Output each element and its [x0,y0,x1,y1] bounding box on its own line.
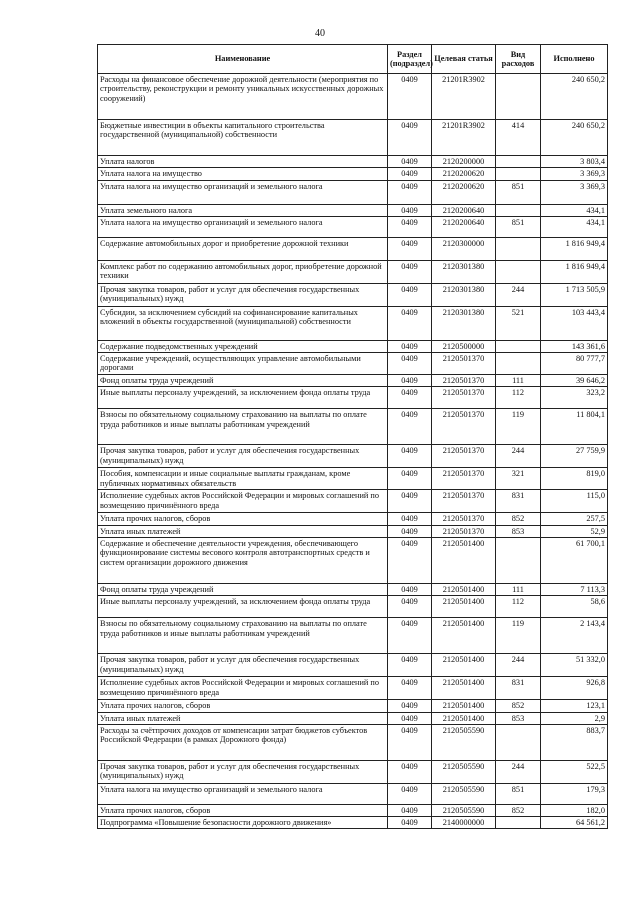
cell-name: Уплата налогов [98,156,388,168]
cell-section: 0409 [388,677,432,700]
cell-target: 2120501370 [432,525,496,537]
cell-target: 2120200620 [432,168,496,180]
cell-section: 0409 [388,306,432,340]
cell-name: Прочая закупка товаров, работ и услуг для обеспечения государственных (муниципальных) нужд [98,283,388,306]
cell-section: 0409 [388,180,432,204]
cell-target: 2120200620 [432,180,496,204]
table-row [98,654,608,677]
cell-name: Фонд оплаты труда учреждений [98,375,388,387]
table-row [98,409,608,445]
cell-type: 851 [496,180,541,204]
cell-type: 852 [496,700,541,712]
cell-section: 0409 [388,204,432,216]
cell-name: Бюджетные инвестиции в объекты капитального строительства государственной (муниципальной) собственности [98,120,388,156]
cell-type: 111 [496,375,541,387]
cell-type [496,156,541,168]
table-row [98,260,608,283]
cell-target: 2120501370 [432,445,496,468]
cell-section: 0409 [388,804,432,816]
cell-type [496,537,541,583]
cell-executed: 2,9 [541,712,608,724]
cell-section: 0409 [388,409,432,445]
cell-type: 321 [496,468,541,490]
table-body [98,74,608,829]
cell-section: 0409 [388,340,432,352]
cell-name: Взносы по обязательному социальному страхованию на выплаты по оплате труда работников и иные выплаты работникам учреждений [98,409,388,445]
table-row [98,596,608,618]
cell-target: 2120505590 [432,804,496,816]
cell-type: 244 [496,654,541,677]
cell-section: 0409 [388,817,432,829]
cell-executed: 1 816 949,4 [541,237,608,260]
table-row [98,156,608,168]
table-row [98,700,608,712]
cell-executed: 51 332,0 [541,654,608,677]
cell-target: 2120200640 [432,216,496,237]
cell-target: 2120501400 [432,618,496,654]
cell-target: 2120500000 [432,340,496,352]
cell-executed: 11 804,1 [541,409,608,445]
cell-name: Уплата налога на имущество [98,168,388,180]
table-row [98,468,608,490]
cell-type: 119 [496,409,541,445]
table-row [98,760,608,783]
cell-target: 2120501400 [432,700,496,712]
expenditure-table [97,44,608,829]
cell-name: Уплата иных платежей [98,712,388,724]
cell-section: 0409 [388,156,432,168]
cell-name: Расходы за счётпрочих доходов от компенсации затрат бюджетов субъектов Российской Федерации (в рамках Дорожного фонда) [98,724,388,760]
cell-section: 0409 [388,490,432,513]
cell-name: Прочая закупка товаров, работ и услуг для обеспечения государственных (муниципальных) нужд [98,760,388,783]
table-header [98,45,608,74]
cell-name: Иные выплаты персоналу учреждений, за исключением фонда оплаты труда [98,387,388,409]
cell-executed: 1 816 949,4 [541,260,608,283]
cell-name: Уплата иных платежей [98,525,388,537]
table-row [98,387,608,409]
header-executed: Исполнено [541,45,608,74]
cell-name: Уплата прочих налогов, сборов [98,804,388,816]
cell-type: 521 [496,306,541,340]
cell-target: 2140000000 [432,817,496,829]
cell-target: 2120501370 [432,468,496,490]
cell-section: 0409 [388,760,432,783]
cell-type [496,168,541,180]
cell-executed: 323,2 [541,387,608,409]
cell-target: 2120505590 [432,724,496,760]
cell-section: 0409 [388,618,432,654]
cell-section: 0409 [388,353,432,375]
cell-type: 853 [496,525,541,537]
cell-name: Исполнение судебных актов Российской Федерации и мировых соглашений по возмещению причинённого вреда [98,677,388,700]
cell-type: 244 [496,760,541,783]
header-type: Вид расходов [496,45,541,74]
cell-type: 119 [496,618,541,654]
table-row [98,817,608,829]
page-number: 40 [315,28,325,39]
cell-executed: 52,9 [541,525,608,537]
cell-executed: 883,7 [541,724,608,760]
cell-executed: 434,1 [541,204,608,216]
cell-section: 0409 [388,712,432,724]
cell-type: 851 [496,216,541,237]
cell-name: Прочая закупка товаров, работ и услуг для обеспечения государственных (муниципальных) нужд [98,445,388,468]
cell-executed: 2 143,4 [541,618,608,654]
cell-target: 2120301380 [432,283,496,306]
cell-section: 0409 [388,525,432,537]
cell-name: Фонд оплаты труда учреждений [98,583,388,595]
table-row [98,513,608,525]
cell-target: 2120505590 [432,760,496,783]
table-row [98,677,608,700]
cell-executed: 3 803,4 [541,156,608,168]
cell-executed: 39 646,2 [541,375,608,387]
cell-name: Исполнение судебных актов Российской Федерации и мировых соглашений по возмещению причинённого вреда [98,490,388,513]
cell-target: 2120200640 [432,204,496,216]
cell-name: Содержание подведомственных учреждений [98,340,388,352]
cell-type [496,340,541,352]
cell-type [496,260,541,283]
cell-target: 2120501370 [432,375,496,387]
cell-type [496,353,541,375]
header-section: Раздел (подраздел) [388,45,432,74]
cell-section: 0409 [388,468,432,490]
cell-target: 2120501370 [432,490,496,513]
header-row [98,45,608,74]
cell-name: Уплата прочих налогов, сборов [98,700,388,712]
cell-name: Пособия, компенсации и иные социальные выплаты гражданам, кроме публичных нормативных обязательств [98,468,388,490]
header-target: Целевая статья [432,45,496,74]
cell-executed: 64 561,2 [541,817,608,829]
cell-section: 0409 [388,237,432,260]
cell-executed: 819,0 [541,468,608,490]
cell-type: 112 [496,387,541,409]
table-row [98,804,608,816]
cell-executed: 143 361,6 [541,340,608,352]
cell-target: 21201R3902 [432,120,496,156]
cell-section: 0409 [388,783,432,804]
cell-name: Комплекс работ по содержанию автомобильных дорог, приобретение дорожной техники [98,260,388,283]
cell-type: 831 [496,490,541,513]
cell-type: 111 [496,583,541,595]
cell-name: Субсидии, за исключением субсидий на софинансирование капитальных вложений в объекты государственной (муниципальной) собственности [98,306,388,340]
cell-type: 852 [496,804,541,816]
cell-type: 414 [496,120,541,156]
cell-section: 0409 [388,120,432,156]
cell-type: 851 [496,783,541,804]
cell-type: 244 [496,445,541,468]
cell-section: 0409 [388,583,432,595]
table-row [98,490,608,513]
cell-name: Подпрограмма «Повышение безопасности дорожного движения» [98,817,388,829]
cell-executed: 7 113,3 [541,583,608,595]
cell-name: Уплата земельного налога [98,204,388,216]
cell-target: 2120200000 [432,156,496,168]
cell-name: Расходы на финансовое обеспечение дорожной деятельности (мероприятия по строительству, реконструкции и ремонту уникальных искусственных дорожных сооружений) [98,74,388,120]
cell-name: Прочая закупка товаров, работ и услуг для обеспечения государственных (муниципальных) нужд [98,654,388,677]
cell-name: Содержание автомобильных дорог и приобретение дорожной техники [98,237,388,260]
cell-executed: 58,6 [541,596,608,618]
cell-executed: 123,1 [541,700,608,712]
cell-name: Уплата налога на имущество организаций и земельного налога [98,783,388,804]
table-row [98,724,608,760]
cell-section: 0409 [388,283,432,306]
table-row [98,204,608,216]
cell-type [496,817,541,829]
cell-executed: 434,1 [541,216,608,237]
cell-executed: 179,3 [541,783,608,804]
table-row [98,180,608,204]
cell-section: 0409 [388,260,432,283]
cell-section: 0409 [388,513,432,525]
cell-section: 0409 [388,387,432,409]
table-row [98,283,608,306]
cell-name: Содержание и обеспечение деятельности учреждения, обеспечивающего функционирование системы весового контроля автотранспортных средств и систем организации дорожного движения [98,537,388,583]
cell-executed: 3 369,3 [541,180,608,204]
table-row [98,783,608,804]
cell-executed: 240 650,2 [541,120,608,156]
cell-executed: 257,5 [541,513,608,525]
cell-executed: 926,8 [541,677,608,700]
cell-executed: 240 650,2 [541,74,608,120]
cell-executed: 1 713 505,9 [541,283,608,306]
cell-type [496,724,541,760]
cell-section: 0409 [388,445,432,468]
cell-type [496,74,541,120]
cell-target: 21201R3902 [432,74,496,120]
cell-section: 0409 [388,700,432,712]
cell-executed: 115,0 [541,490,608,513]
cell-section: 0409 [388,168,432,180]
table-row [98,74,608,120]
table-row [98,237,608,260]
cell-executed: 80 777,7 [541,353,608,375]
cell-name: Уплата налога на имущество организаций и земельного налога [98,216,388,237]
table-row [98,120,608,156]
table-row [98,375,608,387]
cell-target: 2120501400 [432,583,496,595]
cell-type: 852 [496,513,541,525]
table-row [98,340,608,352]
cell-type: 244 [496,283,541,306]
cell-section: 0409 [388,375,432,387]
cell-executed: 103 443,4 [541,306,608,340]
cell-section: 0409 [388,596,432,618]
cell-type: 112 [496,596,541,618]
cell-target: 2120501370 [432,409,496,445]
cell-section: 0409 [388,654,432,677]
table-row [98,306,608,340]
cell-target: 2120501370 [432,387,496,409]
cell-executed: 61 700,1 [541,537,608,583]
cell-target: 2120501400 [432,654,496,677]
table-row [98,712,608,724]
cell-type [496,237,541,260]
cell-target: 2120301380 [432,306,496,340]
cell-executed: 182,0 [541,804,608,816]
cell-executed: 27 759,9 [541,445,608,468]
cell-section: 0409 [388,74,432,120]
table-row [98,537,608,583]
table-row [98,618,608,654]
cell-target: 2120501370 [432,353,496,375]
cell-target: 2120505590 [432,783,496,804]
cell-name: Иные выплаты персоналу учреждений, за исключением фонда оплаты труда [98,596,388,618]
table-row [98,525,608,537]
cell-executed: 522,5 [541,760,608,783]
cell-type [496,204,541,216]
table-row [98,168,608,180]
cell-name: Уплата налога на имущество организаций и земельного налога [98,180,388,204]
cell-target: 2120501400 [432,712,496,724]
cell-target: 2120501400 [432,537,496,583]
cell-name: Уплата прочих налогов, сборов [98,513,388,525]
cell-name: Взносы по обязательному социальному страхованию на выплаты по оплате труда работников и иные выплаты работникам учреждений [98,618,388,654]
table-row [98,353,608,375]
cell-target: 2120501400 [432,596,496,618]
cell-name: Содержание учреждений, осуществляющих управление автомобильными дорогами [98,353,388,375]
cell-target: 2120501370 [432,513,496,525]
cell-section: 0409 [388,724,432,760]
cell-section: 0409 [388,537,432,583]
cell-target: 2120301380 [432,260,496,283]
table-row [98,216,608,237]
cell-target: 2120300000 [432,237,496,260]
table-row [98,445,608,468]
cell-type: 831 [496,677,541,700]
cell-section: 0409 [388,216,432,237]
cell-executed: 3 369,3 [541,168,608,180]
table-row [98,583,608,595]
header-name: Наименование [98,45,388,74]
cell-type: 853 [496,712,541,724]
cell-target: 2120501400 [432,677,496,700]
